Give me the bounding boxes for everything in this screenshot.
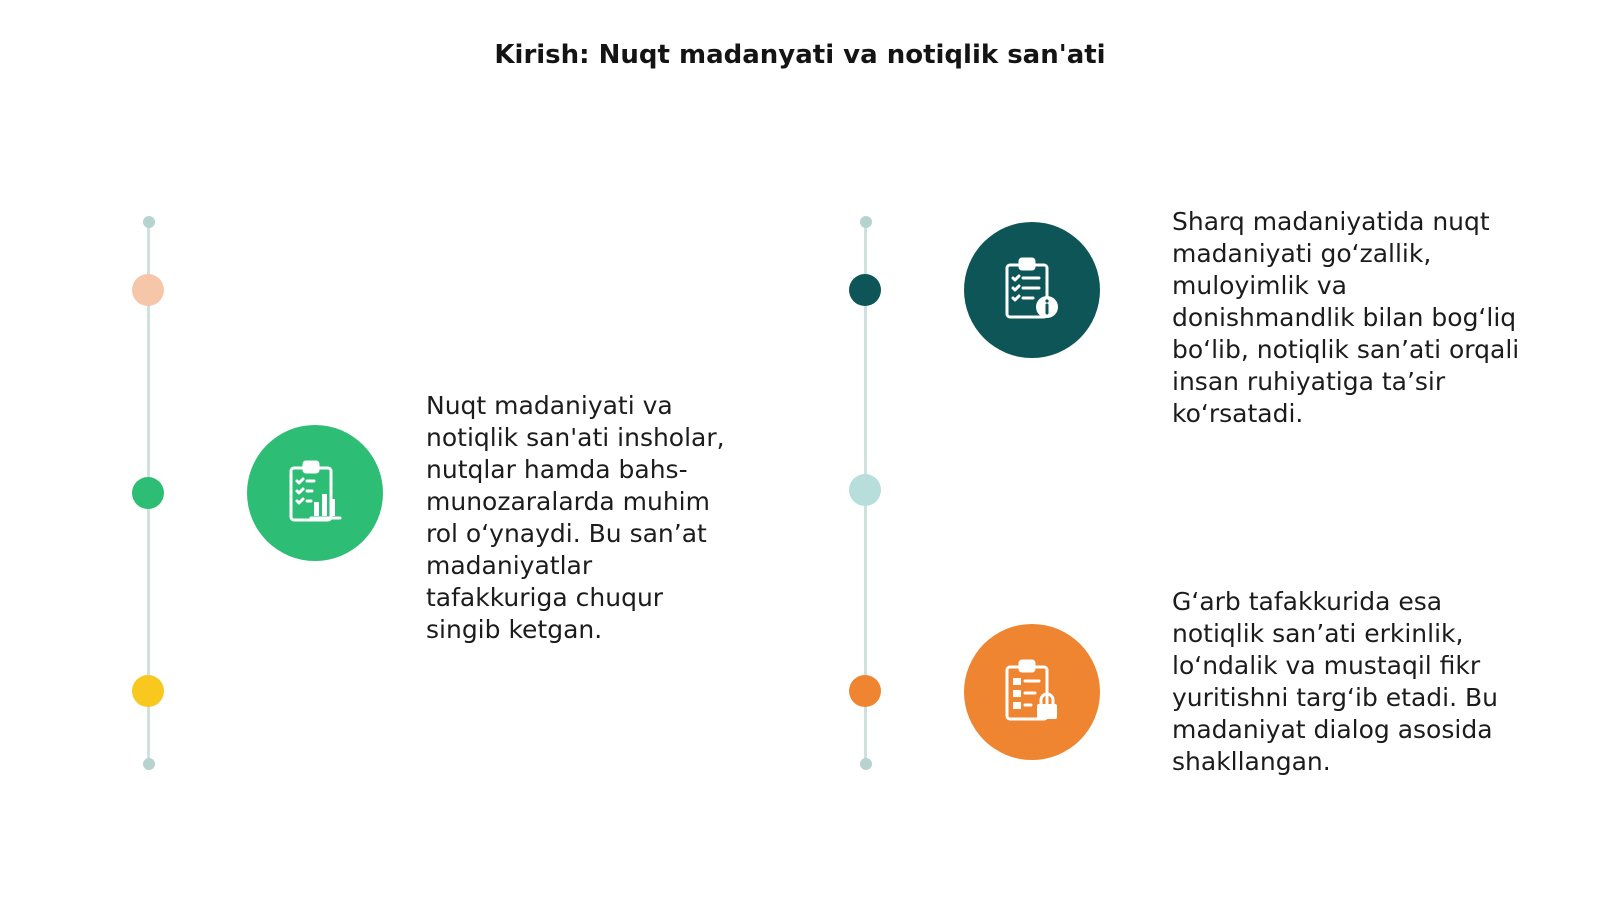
right-timeline-node-orange [849,675,881,707]
slide-title: Kirish: Nuqt madanyati va notiqlik san'ati [494,40,1106,70]
clipboard-lock-icon [995,655,1069,729]
item-3-text: G‘arb tafakkurida esa notiqlik san’ati erkinlik, lo‘ndalik va mustaqil fikr yuritishni targ‘ib etadi. Bu madaniyat dialog asosida shakllangan. [1172,587,1498,776]
left-timeline-end-dot [143,758,155,770]
clipboard-chart-icon [278,456,352,530]
right-timeline-end-dot [860,758,872,770]
left-timeline-node-green [132,477,164,509]
left-timeline-node-peach [132,274,164,306]
right-timeline-node-dark-teal [849,274,881,306]
item-1-icon-circle [247,425,383,561]
clipboard-info-icon [995,253,1069,327]
left-timeline-node-yellow [132,675,164,707]
right-timeline-start-dot [860,216,872,228]
item-3-icon-circle [964,624,1100,760]
item-1-text: Nuqt madaniyati va notiqlik san'ati insholar, nutqlar hamda bahs- munozaralarda muhim rol o‘ynaydi. Bu san’at madaniyatlar tafakkuriga chuqur singib ketgan. [426,391,725,644]
right-timeline-node-light-teal [849,474,881,506]
item-2-icon-circle [964,222,1100,358]
item-2-text: Sharq madaniyatida nuqt madaniyati go‘zallik, muloyimlik va donishmandlik bilan bog‘liq bo‘lib, notiqlik san’ati orqali insan ruhiyatiga ta’sir ko‘rsatadi. [1172,207,1520,428]
left-timeline-start-dot [143,216,155,228]
